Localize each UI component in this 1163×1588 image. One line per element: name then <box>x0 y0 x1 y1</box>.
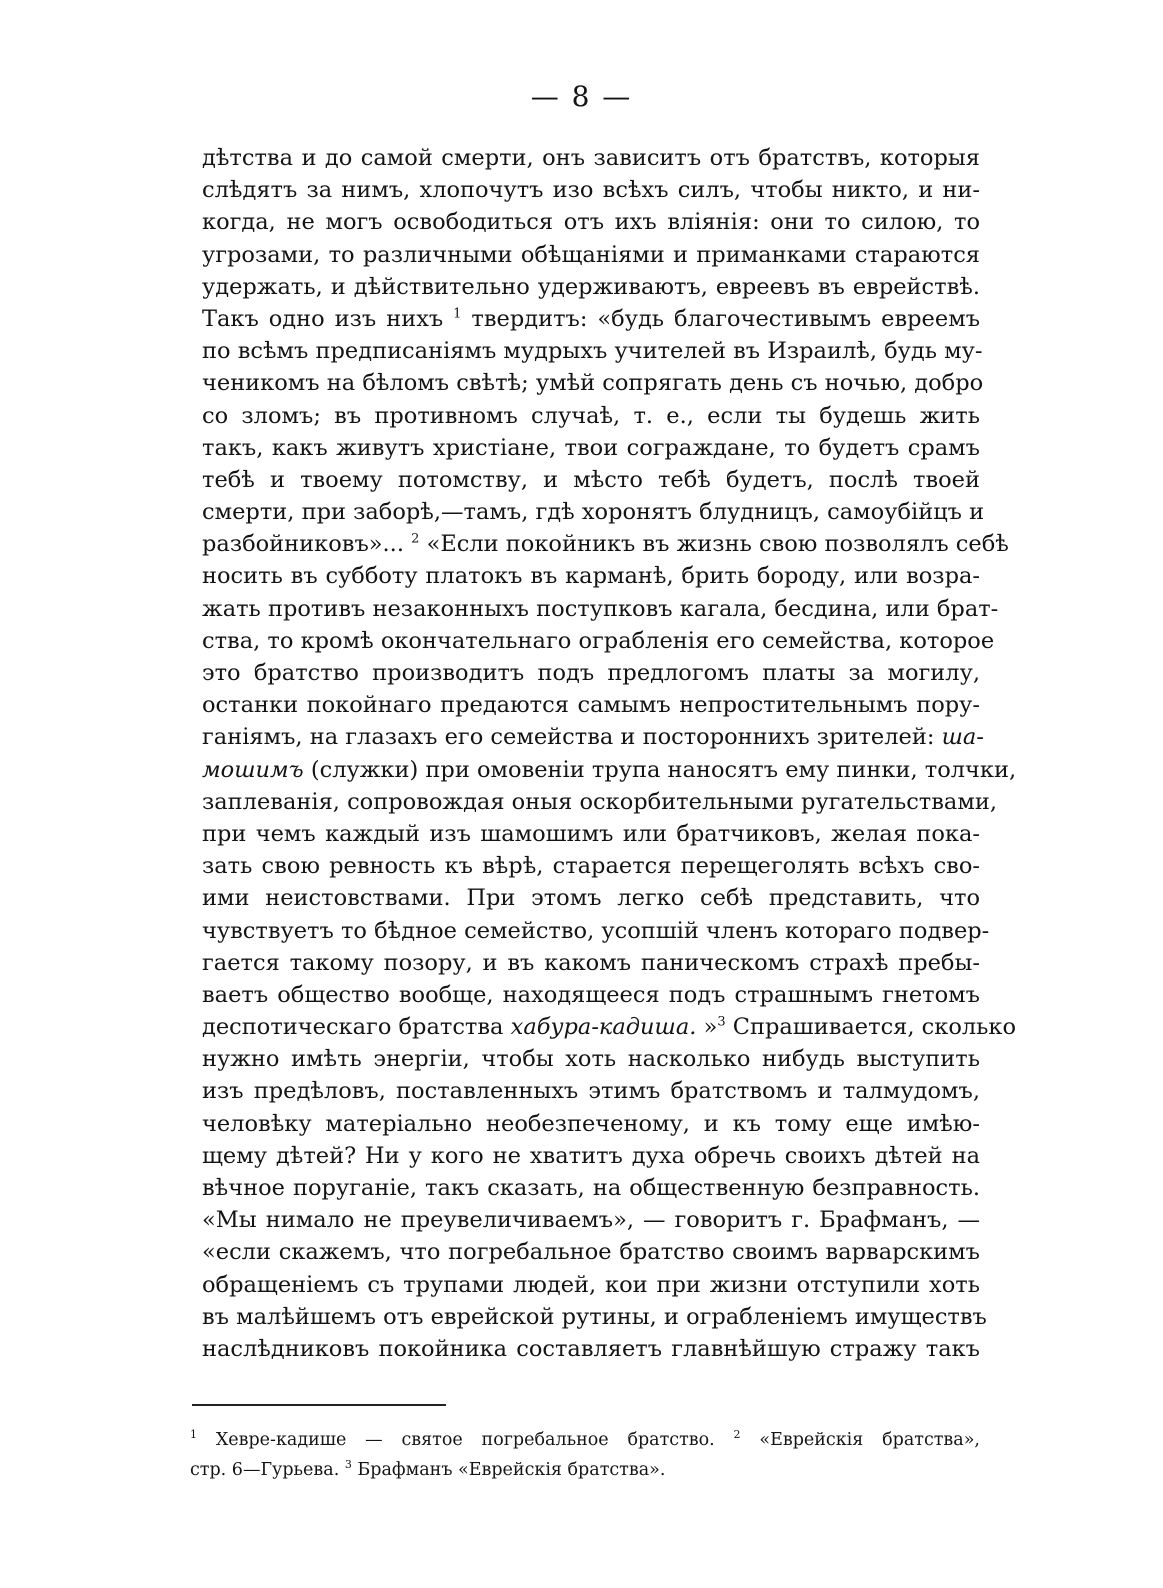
footnote-2-cont: стр. 6—Гурьева. <box>190 1460 340 1480</box>
footnote-mark: 1 <box>190 1428 197 1442</box>
text-line: человѣку матеріально необезпеченому, и къ тому еще имѣю- <box>202 1110 980 1137</box>
text-line: при чемъ каждый изъ шамошимъ или братчиковъ, желая пока- <box>202 820 980 847</box>
text-line: угрозами, то различными обѣщаніями и приманками стараются <box>202 241 980 268</box>
text-line: изъ предѣловъ, поставленныхъ этимъ братствомъ и талмудомъ, <box>202 1078 980 1105</box>
page-number: — 8 — <box>530 80 633 113</box>
footnote-line <box>190 1425 980 1455</box>
text-line: ими неистовствами. При этомъ легко себѣ представить, что <box>202 885 980 912</box>
text-segment: твердитъ: «будь благочестивымъ евреемъ <box>461 305 981 332</box>
text-segment: ганіямъ, на глазахъ его семейства и постороннихъ зрителей: <box>202 724 935 751</box>
text-line: когда, не могъ освободиться отъ ихъ вліянія: они то силою, то <box>202 209 980 236</box>
footnote-line <box>190 1455 980 1485</box>
text-line: удержать, и дѣйствительно удерживаютъ, евреевъ въ еврействѣ. <box>202 273 980 300</box>
italic-term: хабура-кадиша. <box>510 1014 697 1041</box>
text-segment: Спрашивается, сколько <box>725 1014 1017 1041</box>
text-line: гается такому позору, и въ какомъ паническомъ страхѣ пребы- <box>202 949 980 976</box>
footnote-divider <box>192 1404 446 1406</box>
body-text <box>202 142 1017 1365</box>
text-line: по всѣмъ предписаніямъ мудрыхъ учителей въ Израилѣ, будь му- <box>202 338 983 365</box>
footnotes <box>190 1425 980 1485</box>
text-line: останки покойнаго предаются самымъ непростительнымъ пору- <box>202 692 980 719</box>
footnote-mark: 2 <box>733 1428 741 1442</box>
text-segment: (служки) при омовеніи трупа наносятъ ему пинки, толчки, <box>303 756 1017 783</box>
footnote-ref-1: 1 <box>453 306 462 322</box>
footnote-3: Брафманъ «Еврейскія братства». <box>357 1460 666 1480</box>
text-line: жать противъ незаконныхъ поступковъ кагала, бесдина, или брат- <box>202 595 999 622</box>
text-line: ченикомъ на бѣломъ свѣтѣ; умѣй сопрягать день съ ночью, добро <box>202 370 984 397</box>
text-line: нужно имѣть энергіи, чтобы хоть насколько нибудь выступить <box>202 1046 980 1073</box>
text-line <box>202 303 980 335</box>
footnote-mark: 3 <box>344 1458 352 1472</box>
text-line: «если скажемъ, что погребальное братство своимъ варварскимъ <box>202 1239 980 1266</box>
text-line: вѣчное поруганіе, такъ сказать, на общественную безправность. <box>202 1175 980 1201</box>
text-line: такъ, какъ живутъ христіане, твои согражданe, то будетъ срамъ <box>202 434 980 461</box>
text-line: ваетъ общество вообще, находящееся подъ страшнымъ гнетомъ <box>202 981 980 1008</box>
text-line: слѣдятъ за нимъ, хлопочутъ изо всѣхъ силъ, чтобы никто, и ни- <box>202 177 980 204</box>
text-line: наслѣдниковъ покойника составляетъ главнѣйшую стражу такъ <box>202 1335 980 1362</box>
footnote-2: «Еврейскія братства», <box>759 1430 980 1450</box>
text-segment: Такъ одно изъ нихъ <box>202 305 444 332</box>
text-line: щему дѣтей? Ни у кого не хватитъ духа обречь своихъ дѣтей на <box>202 1142 980 1169</box>
text-line: тебѣ и твоему потомству, и мѣсто тебѣ будетъ, послѣ твоей <box>202 466 980 493</box>
text-line <box>202 528 1009 560</box>
footnote-1: Хевре-кадише — святое погребальное братство. <box>215 1430 715 1450</box>
text-line: деспотическаго братства хабура-кадиша. »$^3$ Спрашивается, сколько <box>202 1014 1017 1041</box>
text-line: это братство производитъ подъ предлогомъ платы за могилу, <box>202 660 980 686</box>
text-line: «Мы нимало не преувеличиваемъ», — говоритъ г. Брафманъ, — <box>202 1207 980 1234</box>
text-segment: деспотическаго братства <box>202 1014 504 1041</box>
text-line: со зломъ; въ противномъ случаѣ, т. е., если ты будешь жить <box>202 402 980 429</box>
italic-term: мошимъ <box>202 756 304 783</box>
text-line <box>202 754 1017 786</box>
text-line: заплеванія, сопровождая оныя оскорбительными ругательствами, <box>202 788 997 815</box>
text-line: обращеніемъ съ трупами людей, кои при жизни отступили хоть <box>202 1271 980 1298</box>
text-line: въ малѣйшемъ отъ еврейской рутины, и ограбленіемъ имуществъ <box>202 1303 987 1330</box>
text-line <box>202 721 984 753</box>
italic-term: ша- <box>941 724 984 751</box>
text-line: чувствуетъ то бѣдное семейство, усопшій членъ котораго подвер- <box>202 917 990 944</box>
text-line: ства, то кромѣ окончательнаго ограбленія его семейства, которое <box>202 627 995 654</box>
text-line: дѣтства и до самой смерти, онъ зависитъ отъ братствъ, которыя <box>202 145 980 171</box>
text-line: зать свою ревность къ вѣрѣ, старается перещеголять всѣхъ сво- <box>202 853 980 880</box>
footnote-ref-2: 2 <box>411 531 420 547</box>
text-line: смерти, при заборѣ,—тамъ, гдѣ хоронятъ блудницъ, самоубійцъ и <box>202 499 985 526</box>
text-segment: «Если покойникъ въ жизнь свою позволялъ себѣ <box>419 531 1009 558</box>
text-line: носить въ субботу платокъ въ карманѣ, брить бороду, или возра- <box>202 563 980 590</box>
footnote-ref-3: 3 <box>717 1014 726 1030</box>
text-segment: разбойниковъ»... <box>202 531 404 558</box>
